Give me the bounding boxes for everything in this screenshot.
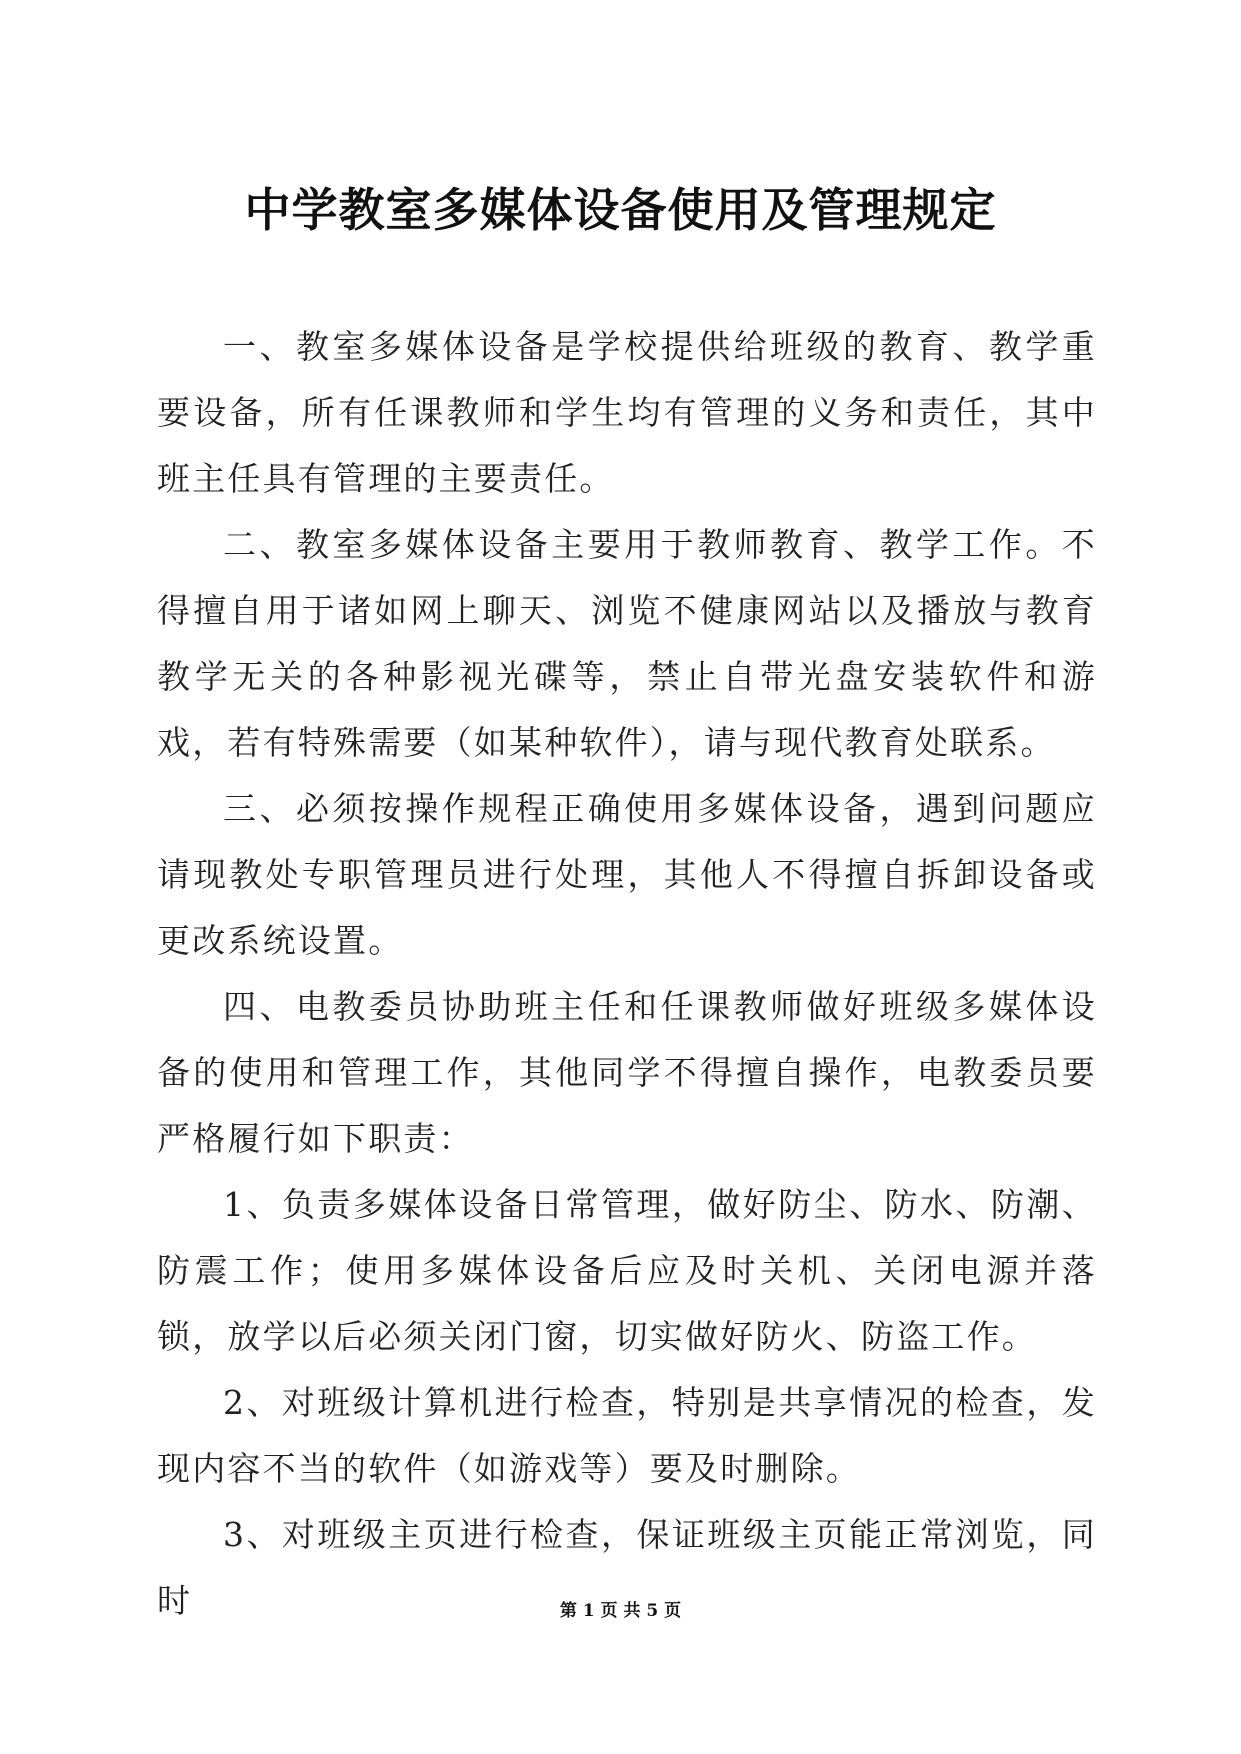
- paragraph-1: 一、教室多媒体设备是学校提供给班级的教育、教学重要设备，所有任课教师和学生均有管理的义务和责任，其中班主任具有管理的主要责任。: [157, 327, 1097, 498]
- paragraph-3: 三、必须按操作规程正确使用多媒体设备，遇到问题应请现教处专职管理员进行处理，其他人不得擅自拆卸设备或更改系统设置。: [157, 789, 1097, 960]
- page-number-footer: 第 1 页 共 5 页: [559, 1601, 682, 1621]
- paragraph-2: 二、教室多媒体设备主要用于教师教育、教学工作。不得擅自用于诸如网上聊天、浏览不健康网站以及播放与教育教学无关的各种影视光碟等，禁止自带光盘安装软件和游戏，若有特殊需要（如某种软件），请与现代教育处联系。: [157, 525, 1097, 762]
- paragraph-item-3: 3、对班级主页进行检查，保证班级主页能正常浏览，同时: [157, 1515, 1097, 1620]
- paragraph-4: 四、电教委员协助班主任和任课教师做好班级多媒体设备的使用和管理工作，其他同学不得擅自操作，电教委员要严格履行如下职责：: [157, 987, 1097, 1158]
- paragraph-item-2: 2、对班级计算机进行检查，特别是共享情况的检查，发现内容不当的软件（如游戏等）要及时删除。: [157, 1383, 1097, 1488]
- document-title: 中学教室多媒体设备使用及管理规定: [244, 183, 997, 237]
- document-body: [157, 314, 1097, 1634]
- paragraph-item-1: 1、负责多媒体设备日常管理，做好防尘、防水、防潮、防震工作；使用多媒体设备后应及时关机、关闭电源并落锁，放学以后必须关闭门窗，切实做好防火、防盗工作。: [157, 1185, 1097, 1356]
